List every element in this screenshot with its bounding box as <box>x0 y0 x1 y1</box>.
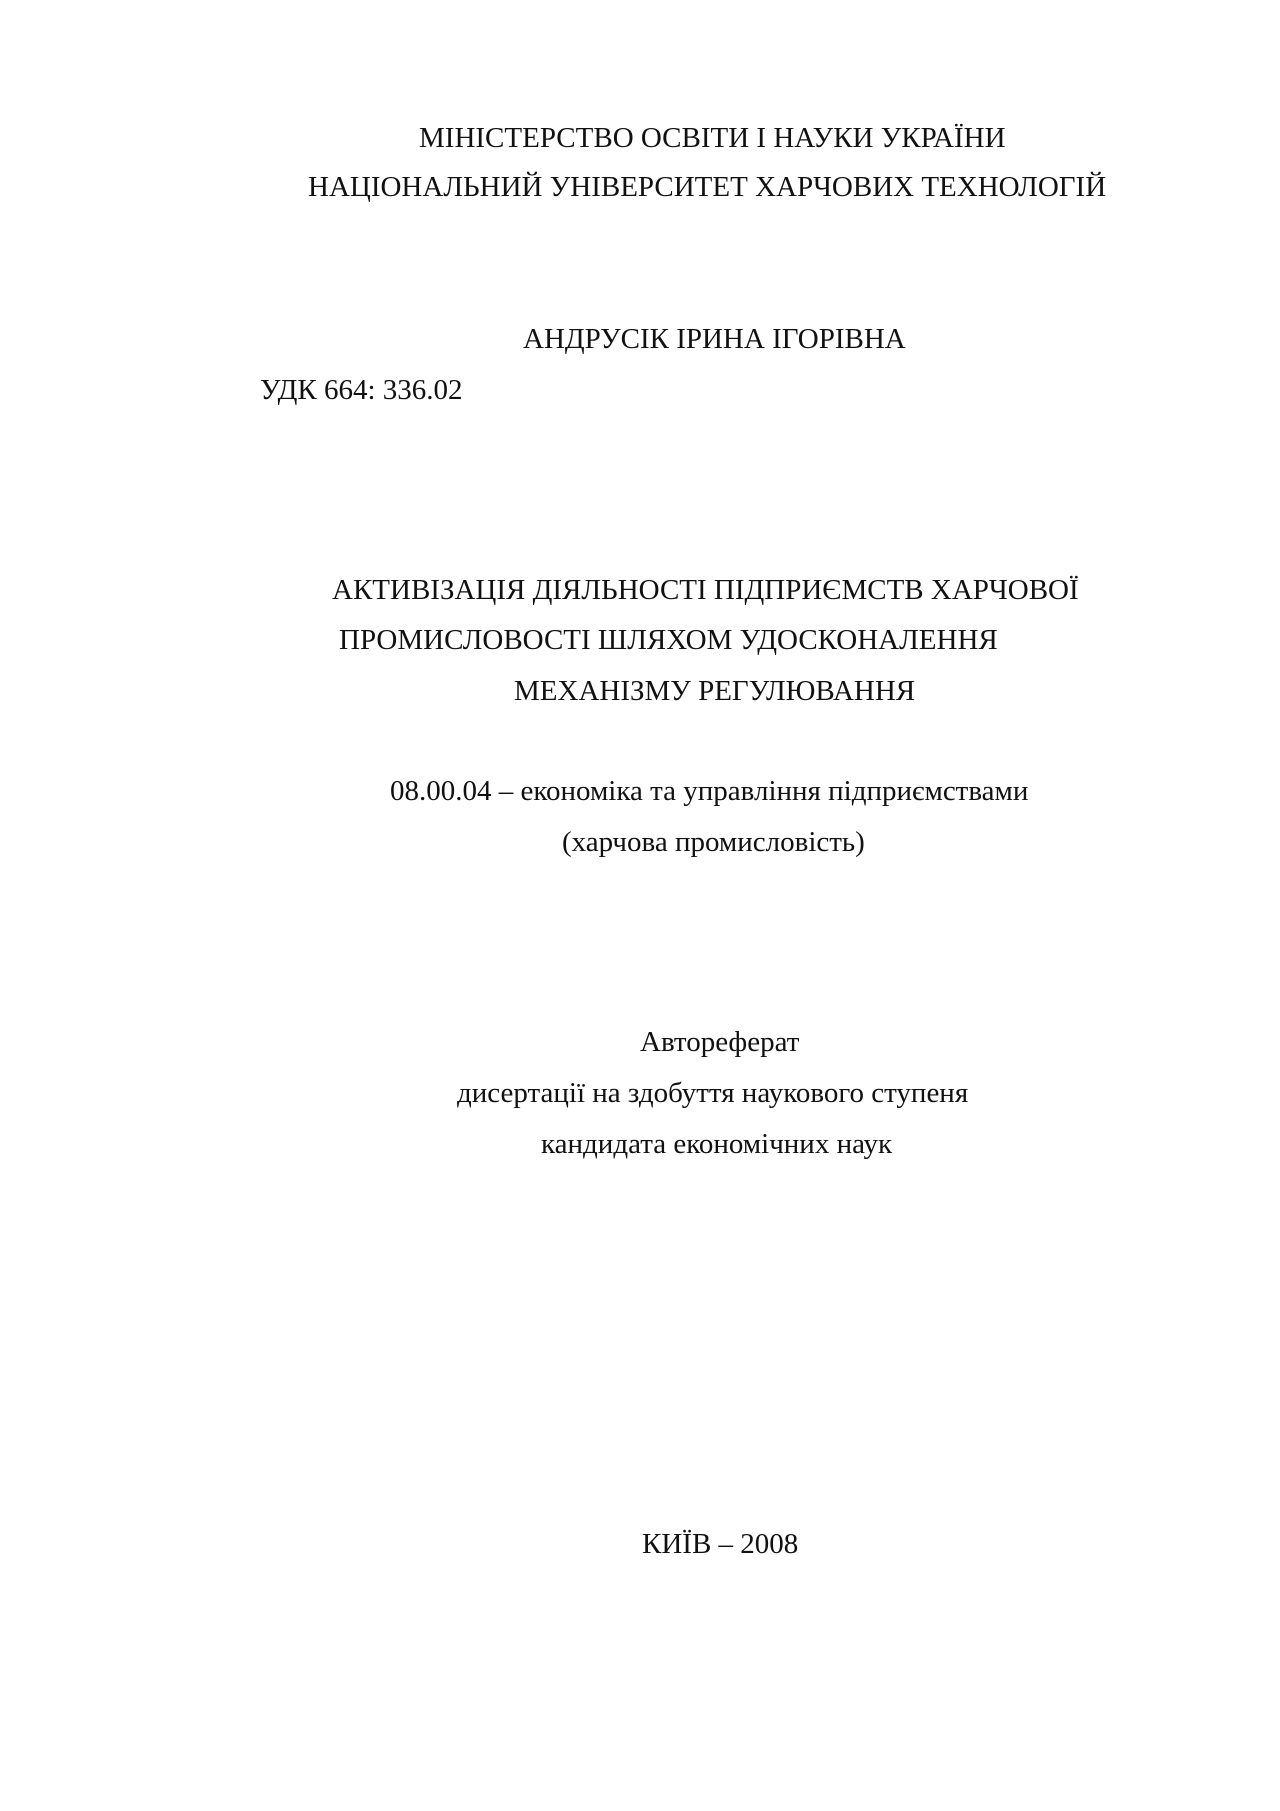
ministry-heading: МІНІСТЕРСТВО ОСВІТИ І НАУКИ УКРАЇНИ <box>419 122 1006 154</box>
abstract-degree-line: дисертації на здобуття наукового ступеня <box>457 1077 969 1109</box>
title-line-1: АКТИВІЗАЦІЯ ДІЯЛЬНОСТІ ПІДПРИЄМСТВ ХАРЧОВОЇ <box>332 574 1079 606</box>
title-line-2: ПРОМИСЛОВОСТІ ШЛЯХОМ УДОСКОНАЛЕННЯ <box>339 624 998 656</box>
title-line-3: МЕХАНІЗМУ РЕГУЛЮВАННЯ <box>514 675 916 707</box>
author-name: АНДРУСІК ІРИНА ІГОРІВНА <box>523 323 906 355</box>
abstract-label: Автореферат <box>640 1026 800 1058</box>
udc-code: УДК 664: 336.02 <box>260 374 463 406</box>
specialty-code: 08.00.04 – економіка та управління підприємствами <box>390 775 1029 807</box>
city-year: КИЇВ – 2008 <box>642 1528 799 1560</box>
university-heading: НАЦІОНАЛЬНИЙ УНІВЕРСИТЕТ ХАРЧОВИХ ТЕХНОЛОГІЙ <box>308 171 1107 203</box>
abstract-candidate-line: кандидата економічних наук <box>541 1128 893 1160</box>
specialty-branch: (харчова промисловість) <box>562 826 865 858</box>
